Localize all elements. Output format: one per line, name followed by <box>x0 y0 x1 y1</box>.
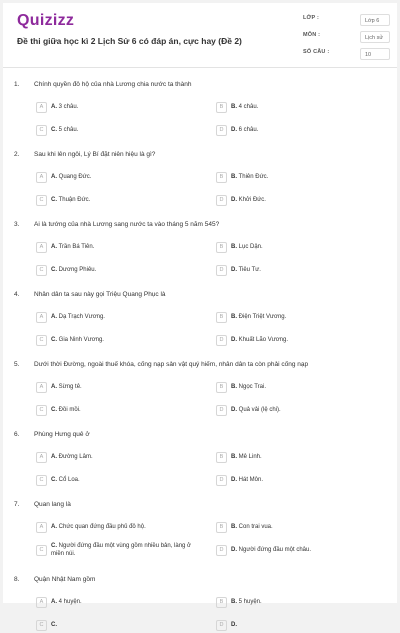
option-letter-badge: A <box>36 312 47 323</box>
option-content: Đồi mồi. <box>58 407 81 413</box>
option-label: C. <box>51 622 57 628</box>
option-label: D. <box>231 407 237 413</box>
option-text <box>231 126 258 134</box>
option-content: Người đứng đầu một vùng gồm nhiều bản, làng ở miền núi. <box>51 543 191 557</box>
meta-value-field[interactable]: Lịch sử <box>360 31 390 43</box>
question-number: 6. <box>14 431 20 438</box>
option-text <box>231 546 311 554</box>
answer-option-b[interactable] <box>216 171 386 185</box>
option-letter-badge: D <box>216 335 227 346</box>
question-text: Quan lang là <box>34 501 71 508</box>
option-text <box>231 313 286 321</box>
option-label: A. <box>51 454 57 460</box>
option-letter-badge: B <box>216 382 227 393</box>
answer-option-d[interactable] <box>216 619 386 633</box>
option-letter-badge: B <box>216 102 227 113</box>
option-content: 3 châu. <box>58 104 79 110</box>
option-content: 4 huyện. <box>58 599 82 605</box>
answer-option-b[interactable] <box>216 101 386 115</box>
answer-option-c[interactable] <box>36 474 211 488</box>
answer-option-a[interactable] <box>36 521 211 535</box>
option-letter-badge: D <box>216 125 227 136</box>
option-text <box>51 523 146 531</box>
option-letter-badge: D <box>216 545 227 556</box>
option-label: A. <box>51 104 57 110</box>
option-letter-badge: A <box>36 522 47 533</box>
option-content: 5 huyện. <box>238 599 262 605</box>
option-label: D. <box>231 127 237 133</box>
worksheet-meta <box>303 14 393 65</box>
option-label: C. <box>51 407 57 413</box>
question-number: 3. <box>14 221 20 228</box>
question-number: 5. <box>14 361 20 368</box>
option-label: D. <box>231 197 237 203</box>
option-letter-badge: B <box>216 172 227 183</box>
option-letter-badge: D <box>216 475 227 486</box>
quizizz-logo: Quizizz <box>17 12 75 29</box>
option-text <box>51 173 91 181</box>
option-text <box>51 103 78 111</box>
option-letter-badge: A <box>36 242 47 253</box>
option-text <box>231 523 273 531</box>
option-letter-badge: C <box>36 335 47 346</box>
option-letter-badge: C <box>36 405 47 416</box>
option-content: Quang Đức. <box>58 174 92 180</box>
option-label: C. <box>51 267 57 273</box>
worksheet-title: Đề thi giữa học kì 2 Lịch Sử 6 có đáp án, cực hay (Đề 2) <box>17 36 242 46</box>
option-content: Hát Môn. <box>238 477 264 483</box>
answer-option-d[interactable] <box>216 194 386 208</box>
option-label: A. <box>51 384 57 390</box>
option-label: A. <box>51 599 57 605</box>
option-text <box>51 542 201 558</box>
option-label: D. <box>231 337 237 343</box>
option-label: C. <box>51 337 57 343</box>
option-text <box>231 173 268 181</box>
option-label: D. <box>231 622 237 628</box>
option-label: C. <box>51 197 57 203</box>
question-number: 2. <box>14 151 20 158</box>
meta-key: LỚP : <box>303 15 319 21</box>
meta-key: MÔN : <box>303 32 321 38</box>
answer-option-c[interactable] <box>36 544 211 558</box>
option-label: B. <box>231 599 237 605</box>
answer-option-b[interactable] <box>216 596 386 610</box>
option-content: Đường Lâm. <box>58 454 93 460</box>
option-content: Lục Dận. <box>238 244 263 250</box>
option-text <box>51 243 94 251</box>
option-content: Gia Ninh Vương. <box>58 337 104 343</box>
option-letter-badge: D <box>216 620 227 631</box>
option-content: Chức quan đứng đầu phủ đô hộ. <box>58 524 146 530</box>
answer-option-a[interactable] <box>36 596 211 610</box>
option-content: Con trai vua. <box>238 524 273 530</box>
option-text <box>231 406 281 414</box>
worksheet-page <box>3 3 397 628</box>
option-letter-badge: A <box>36 452 47 463</box>
option-text <box>231 476 263 484</box>
option-label: B. <box>231 454 237 460</box>
meta-value-field[interactable]: Lớp 6 <box>360 14 390 26</box>
option-content: Sừng tê. <box>58 384 82 390</box>
option-content: Dương Phiêu. <box>58 267 97 273</box>
option-text <box>231 383 266 391</box>
answer-option-a[interactable] <box>36 381 211 395</box>
answer-option-c[interactable] <box>36 334 211 348</box>
answer-option-a[interactable] <box>36 311 211 325</box>
option-letter-badge: C <box>36 545 47 556</box>
question-text: Nhân dân ta sau này gọi Triệu Quang Phục là <box>34 291 166 298</box>
answer-option-b[interactable] <box>216 381 386 395</box>
answer-option-d[interactable] <box>216 264 386 278</box>
answer-option-c[interactable] <box>36 404 211 418</box>
question-number: 7. <box>14 501 20 508</box>
answer-option-d[interactable] <box>216 404 386 418</box>
option-content: Cổ Loa. <box>58 477 80 483</box>
option-letter-badge: B <box>216 242 227 253</box>
option-letter-badge: A <box>36 382 47 393</box>
answer-option-b[interactable] <box>216 521 386 535</box>
answer-option-a[interactable] <box>36 451 211 465</box>
option-letter-badge: D <box>216 265 227 276</box>
option-text <box>51 406 81 414</box>
answer-option-c[interactable] <box>36 124 211 138</box>
option-content: Người đứng đầu một châu. <box>238 547 312 553</box>
option-letter-badge: C <box>36 620 47 631</box>
option-label: B. <box>231 314 237 320</box>
option-content: Thuận Đức. <box>58 197 91 203</box>
option-text <box>51 621 57 629</box>
option-content: Dạ Trạch Vương. <box>58 314 105 320</box>
option-content: Trần Bá Tiên. <box>58 244 95 250</box>
question-number: 1. <box>14 81 20 88</box>
option-content: Khuất Lão Vương. <box>238 337 288 343</box>
option-text <box>231 243 263 251</box>
option-label: A. <box>51 524 57 530</box>
option-content: Thiên Đức. <box>238 174 269 180</box>
answer-option-d[interactable] <box>216 334 386 348</box>
question-text: Ai là tướng của nhà Lương sang nước ta vào tháng 5 năm 545? <box>34 221 220 228</box>
answer-option-b[interactable] <box>216 311 386 325</box>
option-text <box>231 453 262 461</box>
option-label: A. <box>51 244 57 250</box>
option-letter-badge: A <box>36 597 47 608</box>
answer-option-d[interactable] <box>216 474 386 488</box>
question-text: Dưới thời Đường, ngoài thuế khóa, cống nạp sản vật quý hiếm, nhân dân ta còn phải cống nạp <box>34 361 309 368</box>
option-letter-badge: C <box>36 125 47 136</box>
option-label: B. <box>231 244 237 250</box>
answer-option-a[interactable] <box>36 241 211 255</box>
option-text <box>51 196 90 204</box>
question-text: Quận Nhật Nam gồm <box>34 576 96 583</box>
option-content: Điện Triệt Vương. <box>238 314 287 320</box>
option-label: A. <box>51 314 57 320</box>
option-text <box>231 196 266 204</box>
option-label: C. <box>51 543 57 549</box>
meta-key: SỐ CÂU : <box>303 49 330 55</box>
option-label: B. <box>231 384 237 390</box>
option-text <box>51 266 96 274</box>
option-text <box>231 103 258 111</box>
option-text <box>231 621 237 629</box>
option-label: B. <box>231 524 237 530</box>
option-text <box>231 266 261 274</box>
option-letter-badge: A <box>36 172 47 183</box>
answer-option-d[interactable] <box>216 544 386 558</box>
worksheet-header <box>3 3 397 68</box>
option-content: Mê Linh. <box>238 454 262 460</box>
meta-row-count <box>303 48 393 62</box>
option-letter-badge: C <box>36 195 47 206</box>
option-text <box>51 126 78 134</box>
answer-option-a[interactable] <box>36 171 211 185</box>
meta-row-class <box>303 14 393 28</box>
meta-value-field[interactable]: 10 <box>360 48 390 60</box>
answer-option-c[interactable] <box>36 194 211 208</box>
option-text <box>51 476 80 484</box>
answer-option-d[interactable] <box>216 124 386 138</box>
question-number: 8. <box>14 576 20 583</box>
option-label: A. <box>51 174 57 180</box>
option-letter-badge: B <box>216 597 227 608</box>
option-text <box>231 336 288 344</box>
option-letter-badge: D <box>216 195 227 206</box>
question-text: Phùng Hưng quê ở <box>34 431 90 438</box>
option-letter-badge: B <box>216 452 227 463</box>
option-label: C. <box>51 127 57 133</box>
option-letter-badge: B <box>216 522 227 533</box>
option-label: C. <box>51 477 57 483</box>
question-number: 4. <box>14 291 20 298</box>
answer-option-b[interactable] <box>216 241 386 255</box>
answer-option-b[interactable] <box>216 451 386 465</box>
option-label: D. <box>231 477 237 483</box>
option-content: Ngọc Trai. <box>238 384 267 390</box>
option-letter-badge: C <box>36 265 47 276</box>
question-text: Sau khi lên ngôi, Lý Bí đặt niên hiệu là gì? <box>34 151 156 158</box>
option-content: Quả vải (lệ chi). <box>238 407 281 413</box>
option-label: B. <box>231 174 237 180</box>
option-content: Tiêu Tư. <box>238 267 261 273</box>
option-content: Khởi Đức. <box>238 197 266 203</box>
option-content: 6 châu. <box>238 127 259 133</box>
answer-option-c[interactable] <box>36 264 211 278</box>
option-content: 5 châu. <box>58 127 79 133</box>
option-label: B. <box>231 104 237 110</box>
option-letter-badge: D <box>216 405 227 416</box>
option-letter-badge: B <box>216 312 227 323</box>
answer-option-c[interactable] <box>36 619 211 633</box>
question-text: Chính quyền đô hộ của nhà Lương chia nước ta thành <box>34 81 192 88</box>
option-content: 4 châu. <box>238 104 259 110</box>
option-text <box>231 598 262 606</box>
option-letter-badge: C <box>36 475 47 486</box>
option-text <box>51 313 105 321</box>
option-text <box>51 336 104 344</box>
answer-option-a[interactable] <box>36 101 211 115</box>
option-label: D. <box>231 547 237 553</box>
meta-row-subject <box>303 31 393 45</box>
option-letter-badge: A <box>36 102 47 113</box>
option-label: D. <box>231 267 237 273</box>
option-text <box>51 598 82 606</box>
option-text <box>51 453 93 461</box>
option-text <box>51 383 82 391</box>
